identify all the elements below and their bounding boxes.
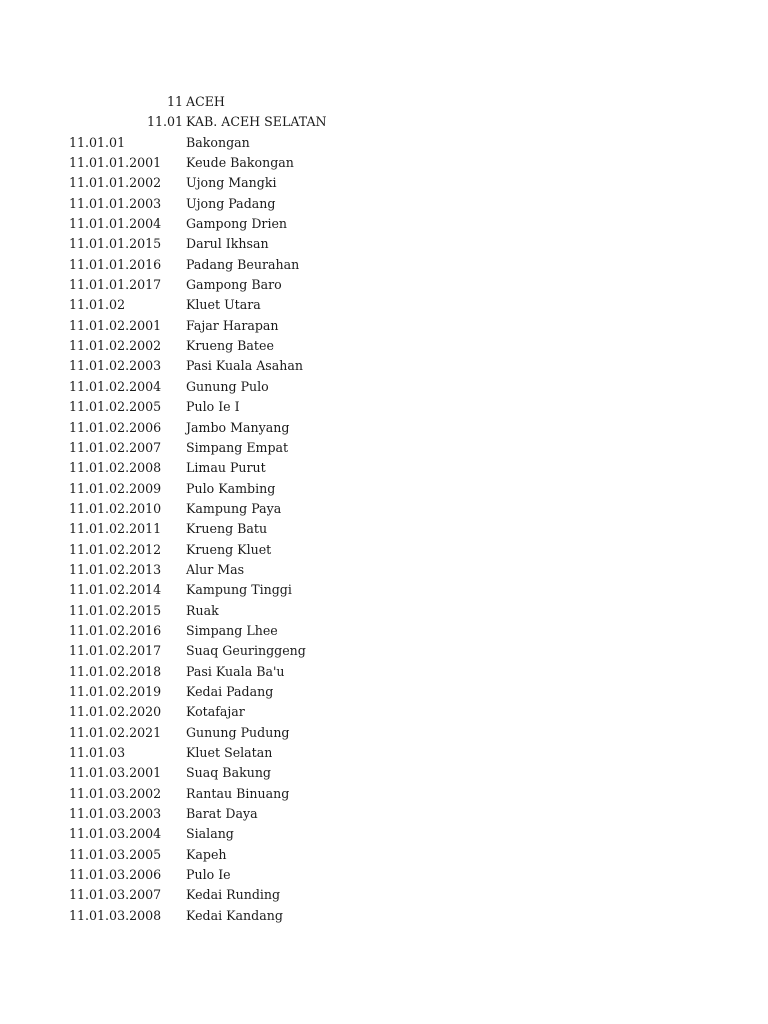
table-row [0, 295, 768, 315]
region-code: 11.01.02.2009 [69, 480, 162, 496]
region-code: 11.01.02.2014 [69, 582, 162, 598]
table-row [0, 479, 768, 499]
province-row [0, 92, 768, 112]
table-row [0, 845, 768, 865]
region-code: 11.01.03.2006 [69, 867, 162, 883]
region-name: Limau Purut [186, 460, 266, 476]
region-code: 11.01.03 [69, 745, 126, 760]
region-name: Jambo Manyang [186, 419, 290, 435]
region-name: Simpang Empat [186, 439, 289, 455]
region-code: 11.01.03.2001 [69, 765, 162, 781]
region-name: Pasi Kuala Ba'u [186, 663, 285, 679]
region-name: Darul Ikhsan [186, 236, 269, 252]
region-name: Alur Mas [186, 561, 245, 577]
table-row [0, 540, 768, 560]
region-name: Gampong Baro [186, 277, 282, 293]
region-name: Kampung Tinggi [186, 582, 292, 598]
region-code: 11.01.02.2016 [69, 622, 162, 638]
region-code: 11.01.02.2002 [69, 338, 162, 354]
region-code: 11.01.01.2015 [69, 236, 162, 252]
region-code: 11.01.02.2021 [69, 724, 162, 740]
table-row [0, 377, 768, 397]
table-row [0, 336, 768, 356]
table-row [0, 743, 768, 763]
region-name: Kapeh [186, 846, 227, 862]
region-code: 11.01.03.2003 [69, 806, 162, 822]
region-name: Ruak [186, 602, 219, 618]
table-row [0, 194, 768, 214]
region-name: Gunung Pudung [186, 724, 290, 740]
region-code: 11.01.03.2007 [69, 887, 162, 903]
table-row [0, 133, 768, 153]
region-code: 11.01.03.2002 [69, 785, 162, 801]
region-code: 11.01.01.2004 [69, 216, 162, 232]
province-name: ACEH [186, 94, 225, 109]
region-code: 11.01.01.2017 [69, 277, 162, 293]
region-code: 11.01.02.2018 [69, 663, 162, 679]
table-row [0, 275, 768, 295]
region-code: 11.01.03.2004 [69, 826, 162, 842]
region-code: 11.01.02.2004 [69, 378, 162, 394]
table-row [0, 804, 768, 824]
table-row [0, 499, 768, 519]
region-code: 11.01.02.2017 [69, 643, 162, 659]
region-name: Kedai Runding [186, 887, 281, 903]
region-code: 11.01.01.2001 [69, 155, 162, 171]
region-name: Krueng Kluet [186, 541, 272, 557]
region-name: Suaq Geuringgeng [186, 643, 306, 659]
region-code: 11.01.02.2013 [69, 561, 162, 577]
table-row [0, 763, 768, 783]
region-name: Kedai Kandang [186, 907, 283, 923]
region-name: Fajar Harapan [186, 317, 279, 333]
table-row [0, 316, 768, 336]
table-row [0, 418, 768, 438]
region-name: Sialang [186, 826, 234, 842]
region-name: Pulo Ie I [186, 399, 240, 415]
region-code: 11.01.02.2019 [69, 683, 162, 699]
region-name: Kluet Utara [186, 297, 261, 313]
region-code: 11.01.03.2008 [69, 907, 162, 923]
table-row [0, 153, 768, 173]
region-code: 11.01.03.2005 [69, 846, 162, 862]
region-code-list [0, 92, 768, 926]
region-code: 11.01.02.2015 [69, 602, 162, 618]
table-row [0, 519, 768, 539]
region-name: Kedai Padang [186, 683, 274, 699]
table-row [0, 255, 768, 275]
table-row [0, 865, 768, 885]
region-code: 11.01.01 [69, 134, 126, 150]
table-row [0, 702, 768, 722]
region-name: Pasi Kuala Asahan [186, 358, 303, 374]
table-row [0, 214, 768, 234]
region-code: 11.01.02.2001 [69, 317, 162, 333]
table-row [0, 621, 768, 641]
table-row [0, 723, 768, 743]
region-name: Kotafajar [186, 704, 245, 720]
region-code: 11.01.02.2005 [69, 399, 162, 415]
region-name: Keude Bakongan [186, 155, 294, 171]
province-code: 11 [166, 94, 183, 109]
table-row [0, 682, 768, 702]
region-name: Kluet Selatan [186, 745, 273, 760]
table-row [0, 173, 768, 193]
region-code: 11.01.02.2012 [69, 541, 162, 557]
table-row [0, 641, 768, 661]
region-name: Gampong Drien [186, 216, 288, 232]
regency-code: 11.01 [146, 114, 183, 130]
region-code: 11.01.02.2007 [69, 439, 162, 455]
region-name: Padang Beurahan [186, 256, 300, 272]
region-name: Pulo Ie [186, 867, 231, 883]
table-row [0, 397, 768, 417]
region-code: 11.01.02 [69, 297, 126, 313]
region-code: 11.01.02.2008 [69, 460, 162, 476]
region-name: Pulo Kambing [186, 480, 276, 496]
region-name: Simpang Lhee [186, 622, 278, 638]
region-name: Bakongan [186, 134, 250, 150]
table-row [0, 580, 768, 600]
region-name: Suaq Bakung [186, 765, 271, 781]
table-row [0, 885, 768, 905]
table-row [0, 560, 768, 580]
region-name: Rantau Binuang [186, 785, 290, 801]
region-code: 11.01.02.2003 [69, 358, 162, 374]
region-name: Kampung Paya [186, 500, 282, 516]
region-code: 11.01.02.2011 [69, 521, 162, 537]
region-name: Ujong Mangki [186, 175, 277, 191]
table-row [0, 601, 768, 621]
region-name: Gunung Pulo [186, 378, 269, 394]
table-row [0, 906, 768, 926]
region-name: Barat Daya [186, 806, 258, 822]
region-code: 11.01.02.2010 [69, 500, 162, 516]
region-code: 11.01.01.2016 [69, 256, 162, 272]
region-name: Ujong Padang [186, 195, 276, 211]
region-name: Krueng Batu [186, 521, 268, 537]
table-row [0, 784, 768, 804]
regency-row [0, 112, 768, 132]
region-code: 11.01.01.2003 [69, 195, 162, 211]
region-name: Krueng Batee [186, 338, 274, 354]
table-row [0, 824, 768, 844]
region-code: 11.01.02.2020 [69, 704, 162, 720]
region-code: 11.01.02.2006 [69, 419, 162, 435]
region-code: 11.01.01.2002 [69, 175, 162, 191]
table-row [0, 234, 768, 254]
table-row [0, 458, 768, 478]
regency-name: KAB. ACEH SELATAN [186, 114, 327, 130]
table-row [0, 356, 768, 376]
table-row [0, 438, 768, 458]
table-row [0, 662, 768, 682]
